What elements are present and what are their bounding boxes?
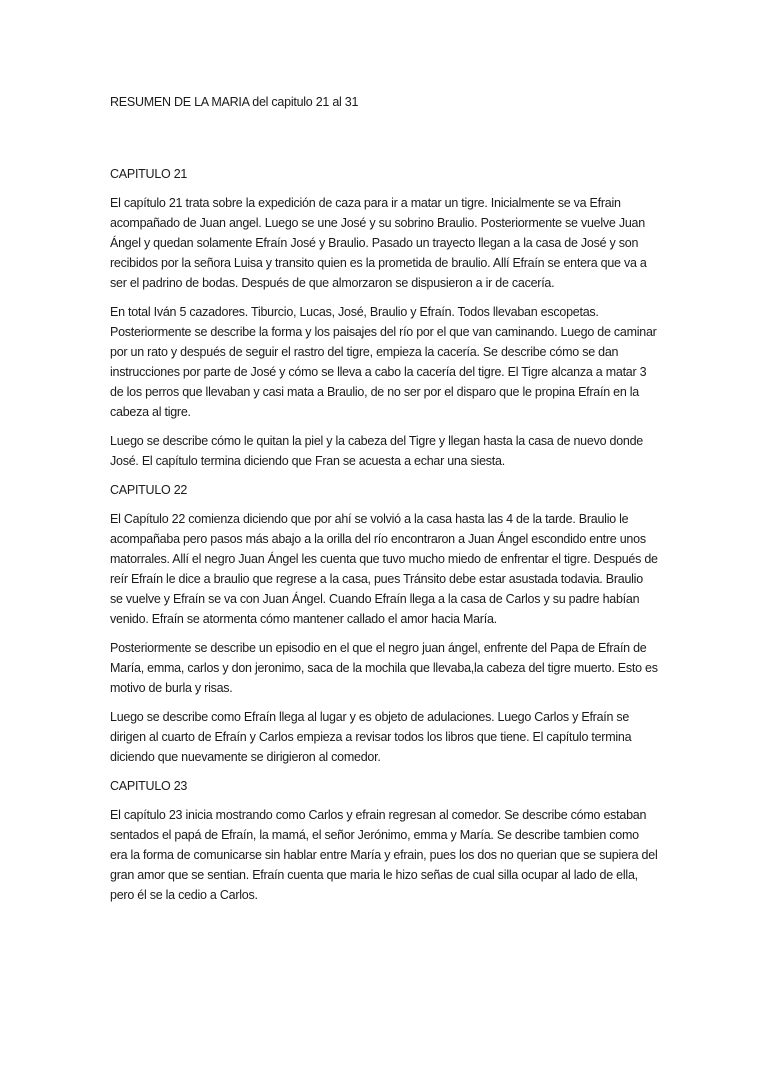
chapter-heading: CAPITULO 21 — [110, 167, 188, 181]
chapter-22-section — [110, 480, 658, 767]
document-title: RESUMEN DE LA MARIA del capitulo 21 al 31 — [110, 95, 359, 109]
chapter-heading: CAPITULO 22 — [110, 483, 188, 497]
paragraph: Luego se describe como Efraín llega al lugar y es objeto de adulaciones. Luego Carlos y Efraín se dirigen al cuarto de Efraín y Carlos empieza a revisar todos los libros que tiene. El capítulo termina diciendo que nuevamente se dirigieron al comedor. — [110, 710, 632, 764]
chapter-heading: CAPITULO 23 — [110, 779, 188, 793]
chapter-23-section — [110, 776, 658, 905]
chapter-21-section — [110, 164, 658, 471]
paragraph: En total Iván 5 cazadores. Tiburcio, Lucas, José, Braulio y Efraín. Todos llevaban escopetas. Posteriormente se describe la forma y los paisajes del río por el que van caminando. Luego de caminar por un rato y después de seguir el rastro del tigre, empieza la cacería. Se describe cómo se dan instrucciones por parte de José y cómo se lleva a cabo la cacería del tigre. El Tigre alcanza a matar 3 de los perros que llevaban y casi mata a Braulio, de no ser por el disparo que le propina Efraín en la cabeza al tigre. — [110, 305, 657, 419]
paragraph: Posteriormente se describe un episodio en el que el negro juan ángel, enfrente del Papa de Efraín de María, emma, carlos y don jeronimo, saca de la mochila que llevaba,la cabeza del tigre muerto. Esto es motivo de burla y risas. — [110, 641, 658, 695]
paragraph: El capítulo 23 inicia mostrando como Carlos y efrain regresan al comedor. Se describe cómo estaban sentados el papá de Efraín, la mamá, el señor Jerónimo, emma y María. Se describe tambien como era la forma de comunicarse sin hablar entre María y efrain, pues los dos no querian que se supiera del gran amor que se sentian. Efraín cuenta que maria le hizo señas de cual silla ocupar al lado de ella, pero él se la cedio a Carlos. — [110, 808, 658, 902]
paragraph: El capítulo 21 trata sobre la expedición de caza para ir a matar un tigre. Inicialmente se va Efrain acompañado de Juan angel. Luego se une José y su sobrino Braulio. Posteriormente se vuelve Juan Ángel y quedan solamente Efraín José y Braulio. Pasado un trayecto llegan a la casa de José y son recibidos por la señora Luisa y transito quien es la prometida de braulio. Allí Efraín se entera que va a ser el padrino de bodas. Después de que almorzaron se dispusieron a ir de cacería. — [110, 196, 647, 290]
paragraph: Luego se describe cómo le quitan la piel y la cabeza del Tigre y llegan hasta la casa de nuevo donde José. El capítulo termina diciendo que Fran se acuesta a echar una siesta. — [110, 434, 644, 468]
document-page — [110, 92, 658, 914]
paragraph: El Capítulo 22 comienza diciendo que por ahí se volvió a la casa hasta las 4 de la tarde. Braulio le acompañaba pero pasos más abajo a la orilla del río encontraron a Juan Ángel escondido entre unos matorrales. Allí el negro Juan Ángel les cuenta que tuvo mucho miedo de enfrentar el tigre. Después de reír Efraín le dice a braulio que regrese a la casa, pues Tránsito debe estar asustada todavia. Braulio se vuelve y Efraín se va con Juan Ángel. Cuando Efraín llega a la casa de Carlos y su padre habían venido. Efraín se atormenta cómo mantener callado el amor hacia María. — [110, 512, 658, 626]
